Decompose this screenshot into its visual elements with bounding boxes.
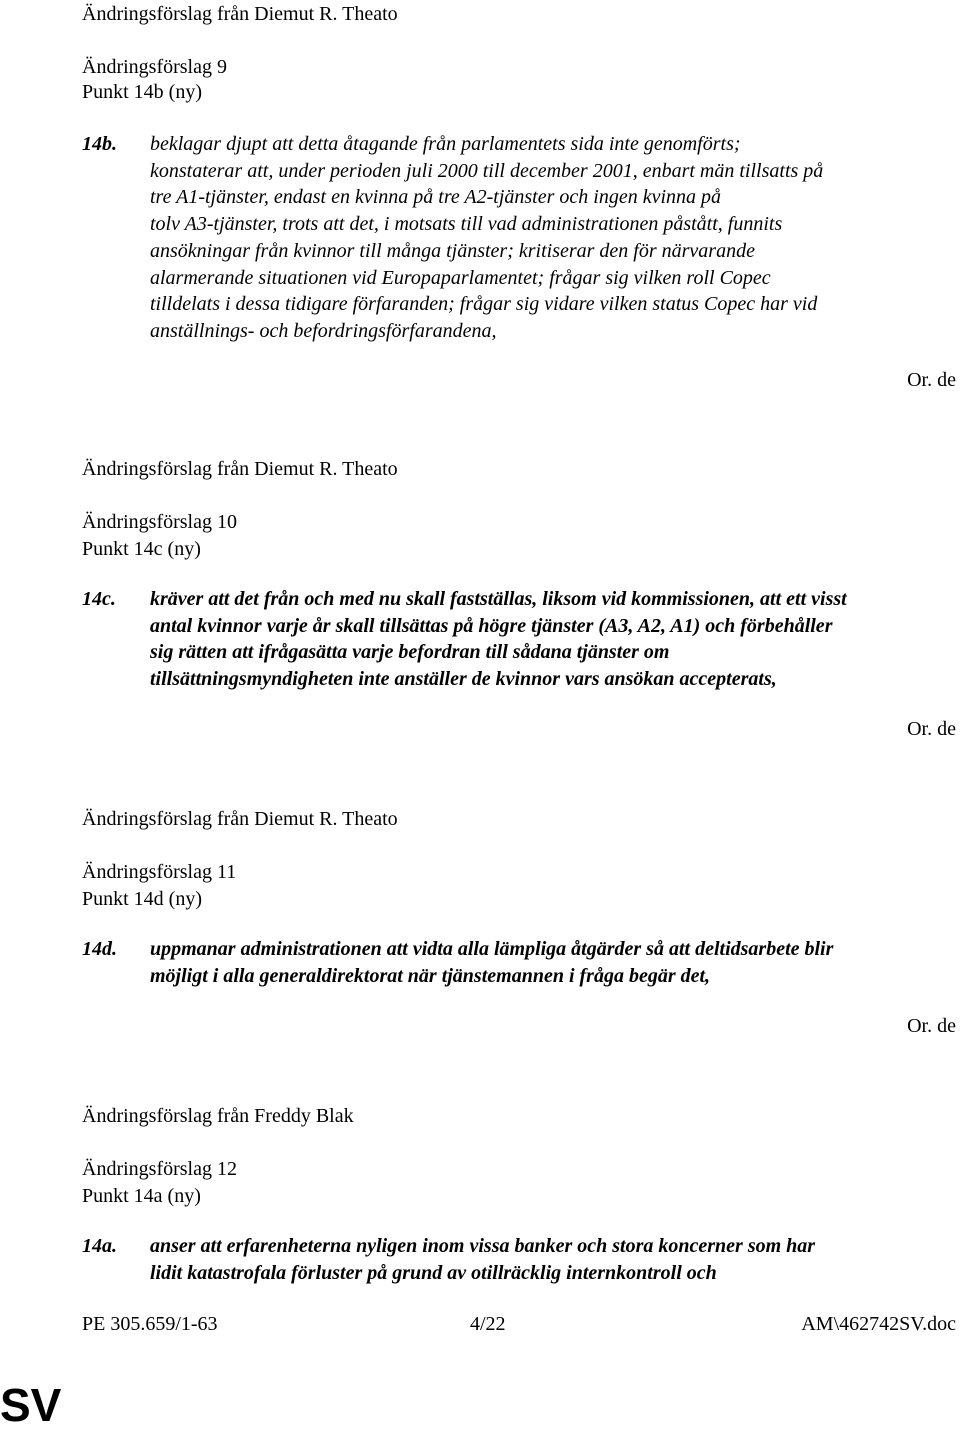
text-line: sig rätten att ifrågasätta varje befordran till sådana tjänster om [150,641,670,664]
text-line: tre A1-tjänster, endast en kvinna på tre A2-tjänster och ingen kvinna på [150,186,722,209]
amendment-label: 14b. [82,133,117,155]
amendment-text [150,586,950,693]
text-line: tilldelats i dessa tidigare förfaranden; frågar sig vidare vilken status Copec har vid [150,293,818,316]
text-line: tolv A3-tjänster, trots att det, i motsats till vad administrationen påstått, funnits [150,213,783,236]
amendment-point: Punkt 14d (ny) [82,888,202,910]
footer-document-name: AM\462742SV.doc [801,1313,956,1335]
text-line: beklagar djupt att detta åtagande från parlamentets sida inte genomförts; [150,133,741,155]
amendment-author: Ändringsförslag från Diemut R. Theato [82,458,398,480]
amendment-label: 14a. [82,1235,117,1257]
amendment-number: Ändringsförslag 12 [82,1158,237,1180]
amendment-text [150,936,950,989]
text-line: uppmanar administrationen att vidta alla lämpliga åtgärder så att deltidsarbete blir [150,938,834,960]
text-line: ansökningar från kvinnor till många tjänster; kritiserar den för närvarande [150,239,755,262]
amendment-author: Ändringsförslag från Freddy Blak [82,1105,354,1127]
text-line: kräver att det från och med nu skall fastställas, liksom vid kommissionen, att ett visst [150,588,847,610]
amendment-text [150,131,950,345]
text-line: antal kvinnor varje år skall tillsättas på högre tjänster (A3, A2, A1) och förbehåller [150,614,833,637]
amendment-point: Punkt 14c (ny) [82,538,201,560]
amendment-label: 14c. [82,588,116,610]
original-language: Or. de [907,369,956,391]
amendment-label: 14d. [82,938,117,960]
text-line: konstaterar att, under perioden juli 2000 till december 2001, enbart män tillsatts på [150,159,824,182]
text-line: anställnings- och befordringsförfarandena, [150,319,497,342]
footer-reference: PE 305.659/1-63 [82,1313,218,1335]
amendment-author: Ändringsförslag från Diemut R. Theato [82,3,398,25]
original-language: Or. de [907,1015,956,1037]
footer-page-number: 4/22 [470,1313,506,1335]
amendment-point: Punkt 14a (ny) [82,1185,201,1207]
amendment-number: Ändringsförslag 10 [82,511,237,533]
amendment-number: Ändringsförslag 9 [82,56,227,78]
amendment-point: Punkt 14b (ny) [82,81,202,103]
text-line: tillsättningsmyndigheten inte anställer de kvinnor vars ansökan accepterats, [150,668,777,691]
text-line: anser att erfarenheterna nyligen inom vissa banker och stora koncerner som har [150,1235,816,1257]
amendment-text [150,1233,950,1286]
text-line: möjligt i alla generaldirektorat när tjänstemannen i fråga begär det, [150,964,711,987]
language-code: SV [0,1379,62,1431]
text-line: lidit katastrofala förluster på grund av otillräcklig internkontroll och [150,1261,717,1284]
text-line: alarmerande situationen vid Europaparlamentet; frågar sig vilken roll Copec [150,266,771,289]
amendment-number: Ändringsförslag 11 [82,861,237,883]
original-language: Or. de [907,718,956,740]
amendment-author: Ändringsförslag från Diemut R. Theato [82,808,398,830]
